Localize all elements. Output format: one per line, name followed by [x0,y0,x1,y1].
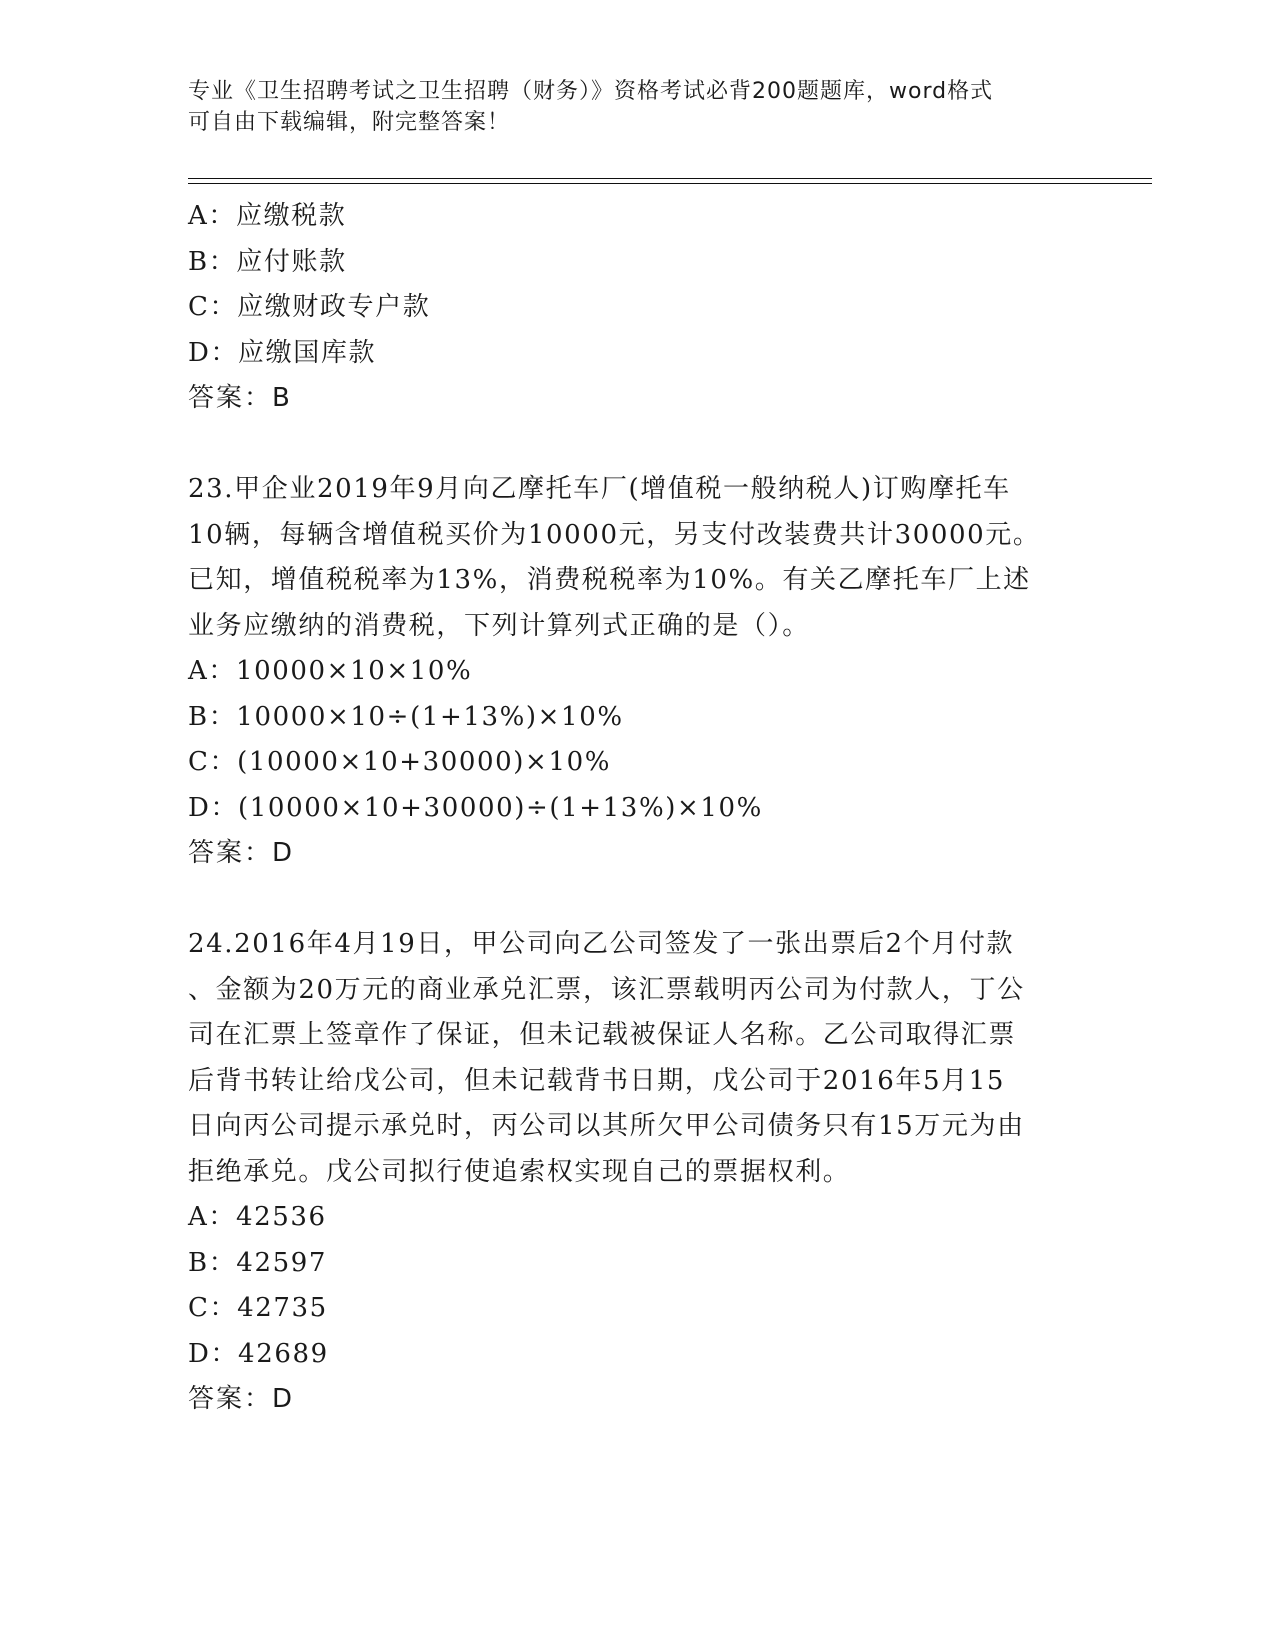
question-24 [188,922,1068,1423]
answer-label: 答案：B [188,383,292,413]
header-rule-bottom [188,183,1152,184]
stem-line: 已知，增值税税率为13%，消费税税率为10%。有关乙摩托车厂上述 [188,565,1031,595]
option-d: D：(10000×10+30000)÷(1+13%)×10% [188,792,763,823]
option-d: D：应缴国库款 [188,337,377,368]
option-b: B：应付账款 [188,246,347,277]
stem-line: 拒绝承兑。戊公司拟行使追索权实现自己的票据权利。 [188,1156,851,1187]
spacer [188,422,1068,468]
question-stem [188,922,1068,1195]
option-b: B：42597 [188,1247,328,1278]
spacer [188,877,1068,923]
stem-line: 、金额为20万元的商业承兑汇票，该汇票载明丙公司为付款人，丁公 [188,974,1025,1005]
question-22 [188,194,1068,422]
option-c: C：(10000×10+30000)×10% [188,747,612,777]
stem-line: 23.甲企业2019年9月向乙摩托车厂(增值税一般纳税人)订购摩托车 [188,474,1011,504]
option-a: A：10000×10×10% [188,656,473,686]
stem-line: 10辆，每辆含增值税买价为10000元，另支付改装费共计30000元。 [188,519,1041,550]
option-a: A：应缴税款 [188,201,347,231]
option-a: A：42536 [188,1202,327,1232]
option-d: D：42689 [188,1338,329,1369]
option-c: C：42735 [188,1293,328,1323]
header-line-2: 可自由下载编辑，附完整答案！ [188,110,511,135]
question-stem [188,467,1068,649]
option-b: B：10000×10÷(1+13%)×10% [188,701,624,732]
option-c: C：应缴财政专户款 [188,292,431,322]
stem-line: 日向丙公司提示承兑时，丙公司以其所欠甲公司债务只有15万元为由 [188,1111,1025,1141]
header-line-1: 专业《卫生招聘考试之卫生招聘（财务）》资格考试必背200题题库，word格式 [188,79,994,104]
document-header [188,76,1068,138]
answer-label: 答案：D [188,1384,295,1414]
stem-line: 后背书转让给戊公司，但未记载背书日期，戊公司于2016年5月15 [188,1065,1005,1096]
question-23 [188,467,1068,877]
stem-line: 24.2016年4月19日，甲公司向乙公司签发了一张出票后2个月付款 [188,929,1015,959]
stem-line: 司在汇票上签章作了保证，但未记载被保证人名称。乙公司取得汇票 [188,1020,1017,1050]
stem-line: 业务应缴纳的消费税，下列计算列式正确的是（）。 [188,610,810,641]
question-content [188,194,1068,1423]
answer-label: 答案：D [188,838,295,868]
header-rule-top [188,178,1152,179]
